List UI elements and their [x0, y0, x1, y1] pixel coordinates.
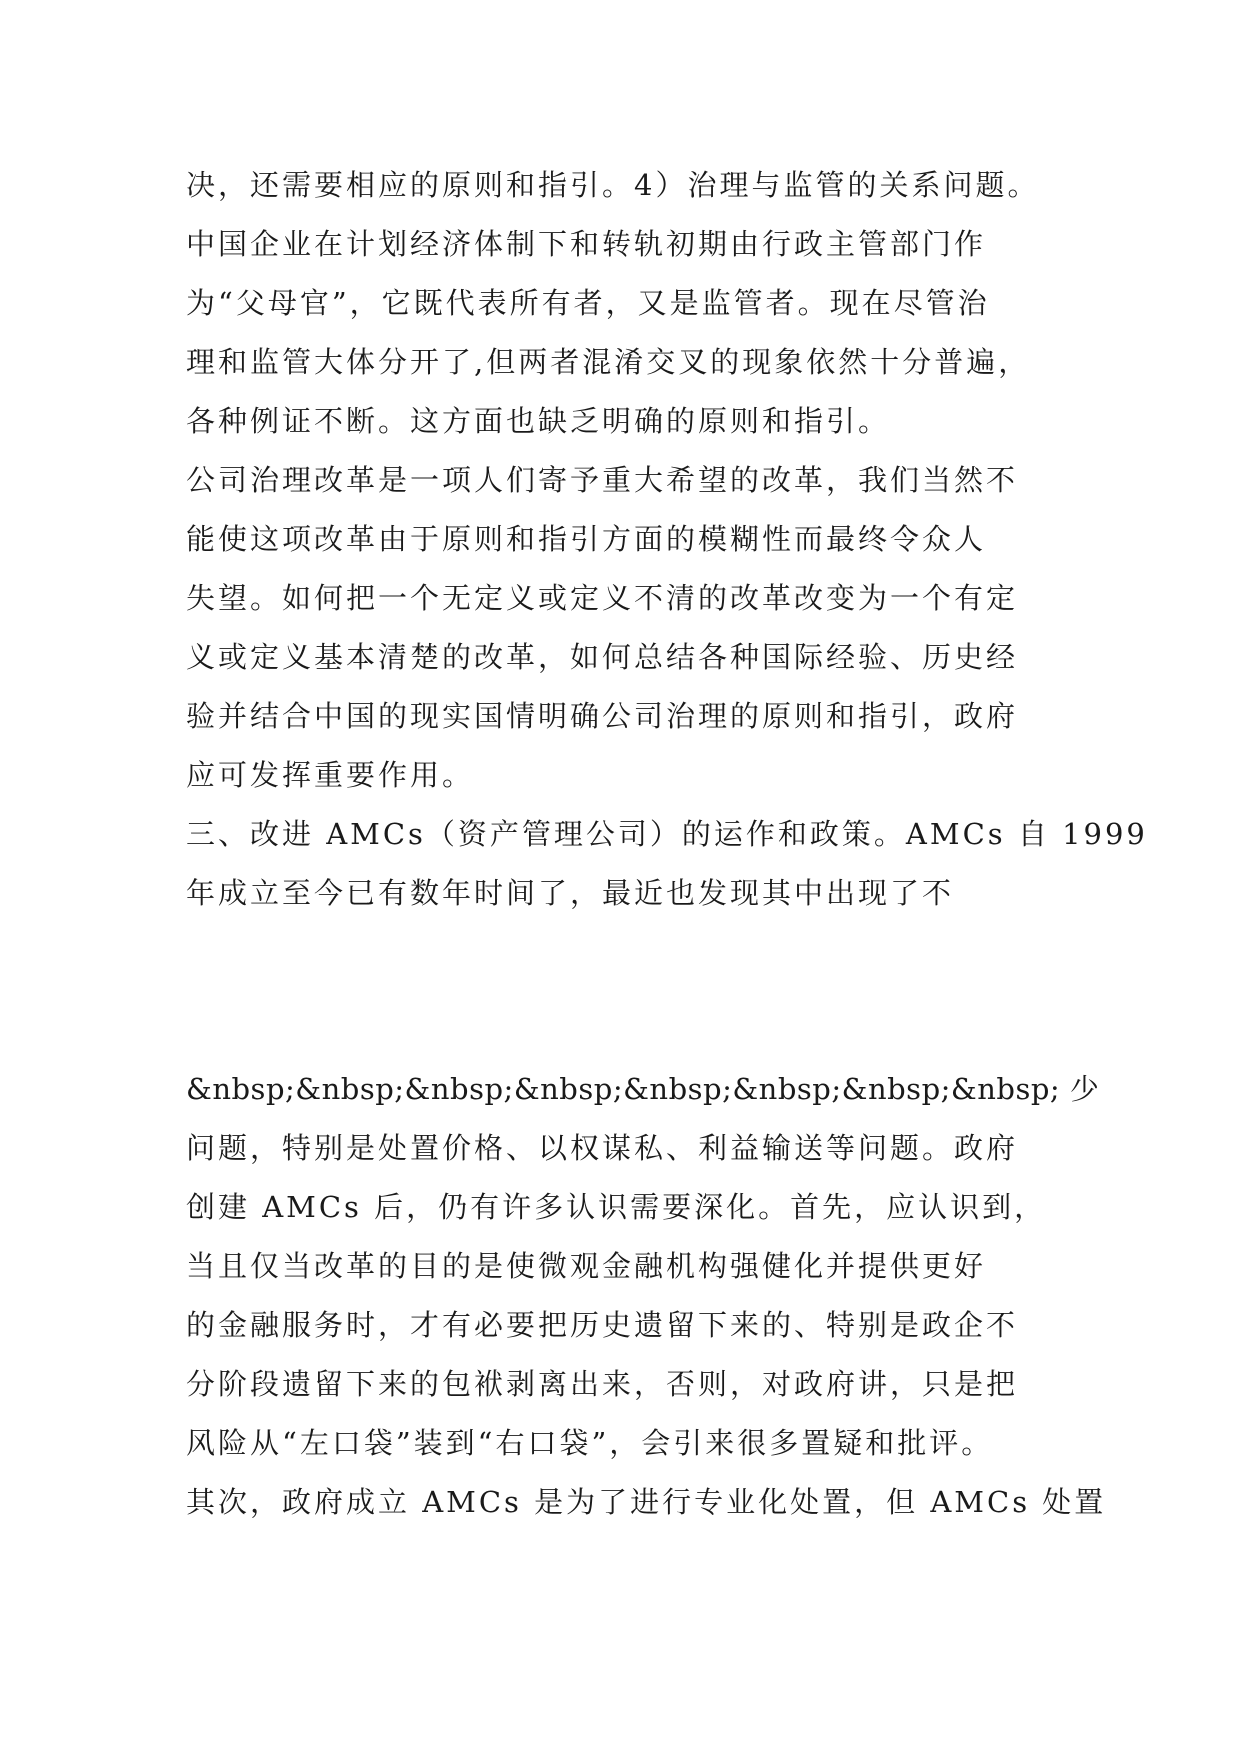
- text-line-entity-artifact: &nbsp;&nbsp;&nbsp;&nbsp;&nbsp;&nbsp;&nbsp;&nbsp; 少: [186, 1072, 1100, 1106]
- text-block-upper: [186, 156, 1148, 923]
- text-line: 失望。如何把一个无定义或定义不清的改革改变为一个有定: [186, 581, 1019, 615]
- text-line: 验并结合中国的现实国情明确公司治理的原则和指引，政府: [186, 699, 1019, 733]
- text-line: 公司治理改革是一项人们寄予重大希望的改革，我们当然不: [186, 463, 1019, 497]
- text-line: 理和监管大体分开了,但两者混淆交叉的现象依然十分普遍，: [186, 345, 1031, 379]
- text-line: 当且仅当改革的目的是使微观金融机构强健化并提供更好: [186, 1249, 987, 1283]
- text-line: 决，还需要相应的原则和指引。4）治理与监管的关系问题。: [186, 168, 1040, 202]
- text-line: 为“父母官”，它既代表所有者，又是监管者。现在尽管治: [186, 286, 990, 320]
- text-line: 应可发挥重要作用。: [186, 758, 475, 792]
- text-line: 问题，特别是处置价格、以权谋私、利益输送等问题。政府: [186, 1131, 1019, 1165]
- text-line: 各种例证不断。这方面也缺乏明确的原则和指引。: [186, 404, 891, 438]
- text-line: 年成立至今已有数年时间了，最近也发现其中出现了不: [186, 876, 955, 910]
- text-line: 风险从“左口袋”装到“右口袋”，会引来很多置疑和批评。: [186, 1426, 994, 1460]
- text-line: 能使这项改革由于原则和指引方面的模糊性而最终令众人: [186, 522, 987, 556]
- text-line: 分阶段遗留下来的包袱剥离出来，否则，对政府讲，只是把: [186, 1367, 1019, 1401]
- text-line: 其次，政府成立 AMCs 是为了进行专业化处置，但 AMCs 处置: [186, 1485, 1107, 1519]
- text-line: 义或定义基本清楚的改革，如何总结各种国际经验、历史经: [186, 640, 1019, 674]
- text-line: 中国企业在计划经济体制下和转轨初期由行政主管部门作: [186, 227, 987, 261]
- text-line: 三、改进 AMCs（资产管理公司）的运作和政策。AMCs 自 1999: [186, 817, 1148, 851]
- text-block-lower: [186, 1060, 1107, 1532]
- text-line: 创建 AMCs 后，仍有许多认识需要深化。首先，应认识到，: [186, 1190, 1047, 1224]
- text-line: 的金融服务时，才有必要把历史遗留下来的、特别是政企不: [186, 1308, 1019, 1342]
